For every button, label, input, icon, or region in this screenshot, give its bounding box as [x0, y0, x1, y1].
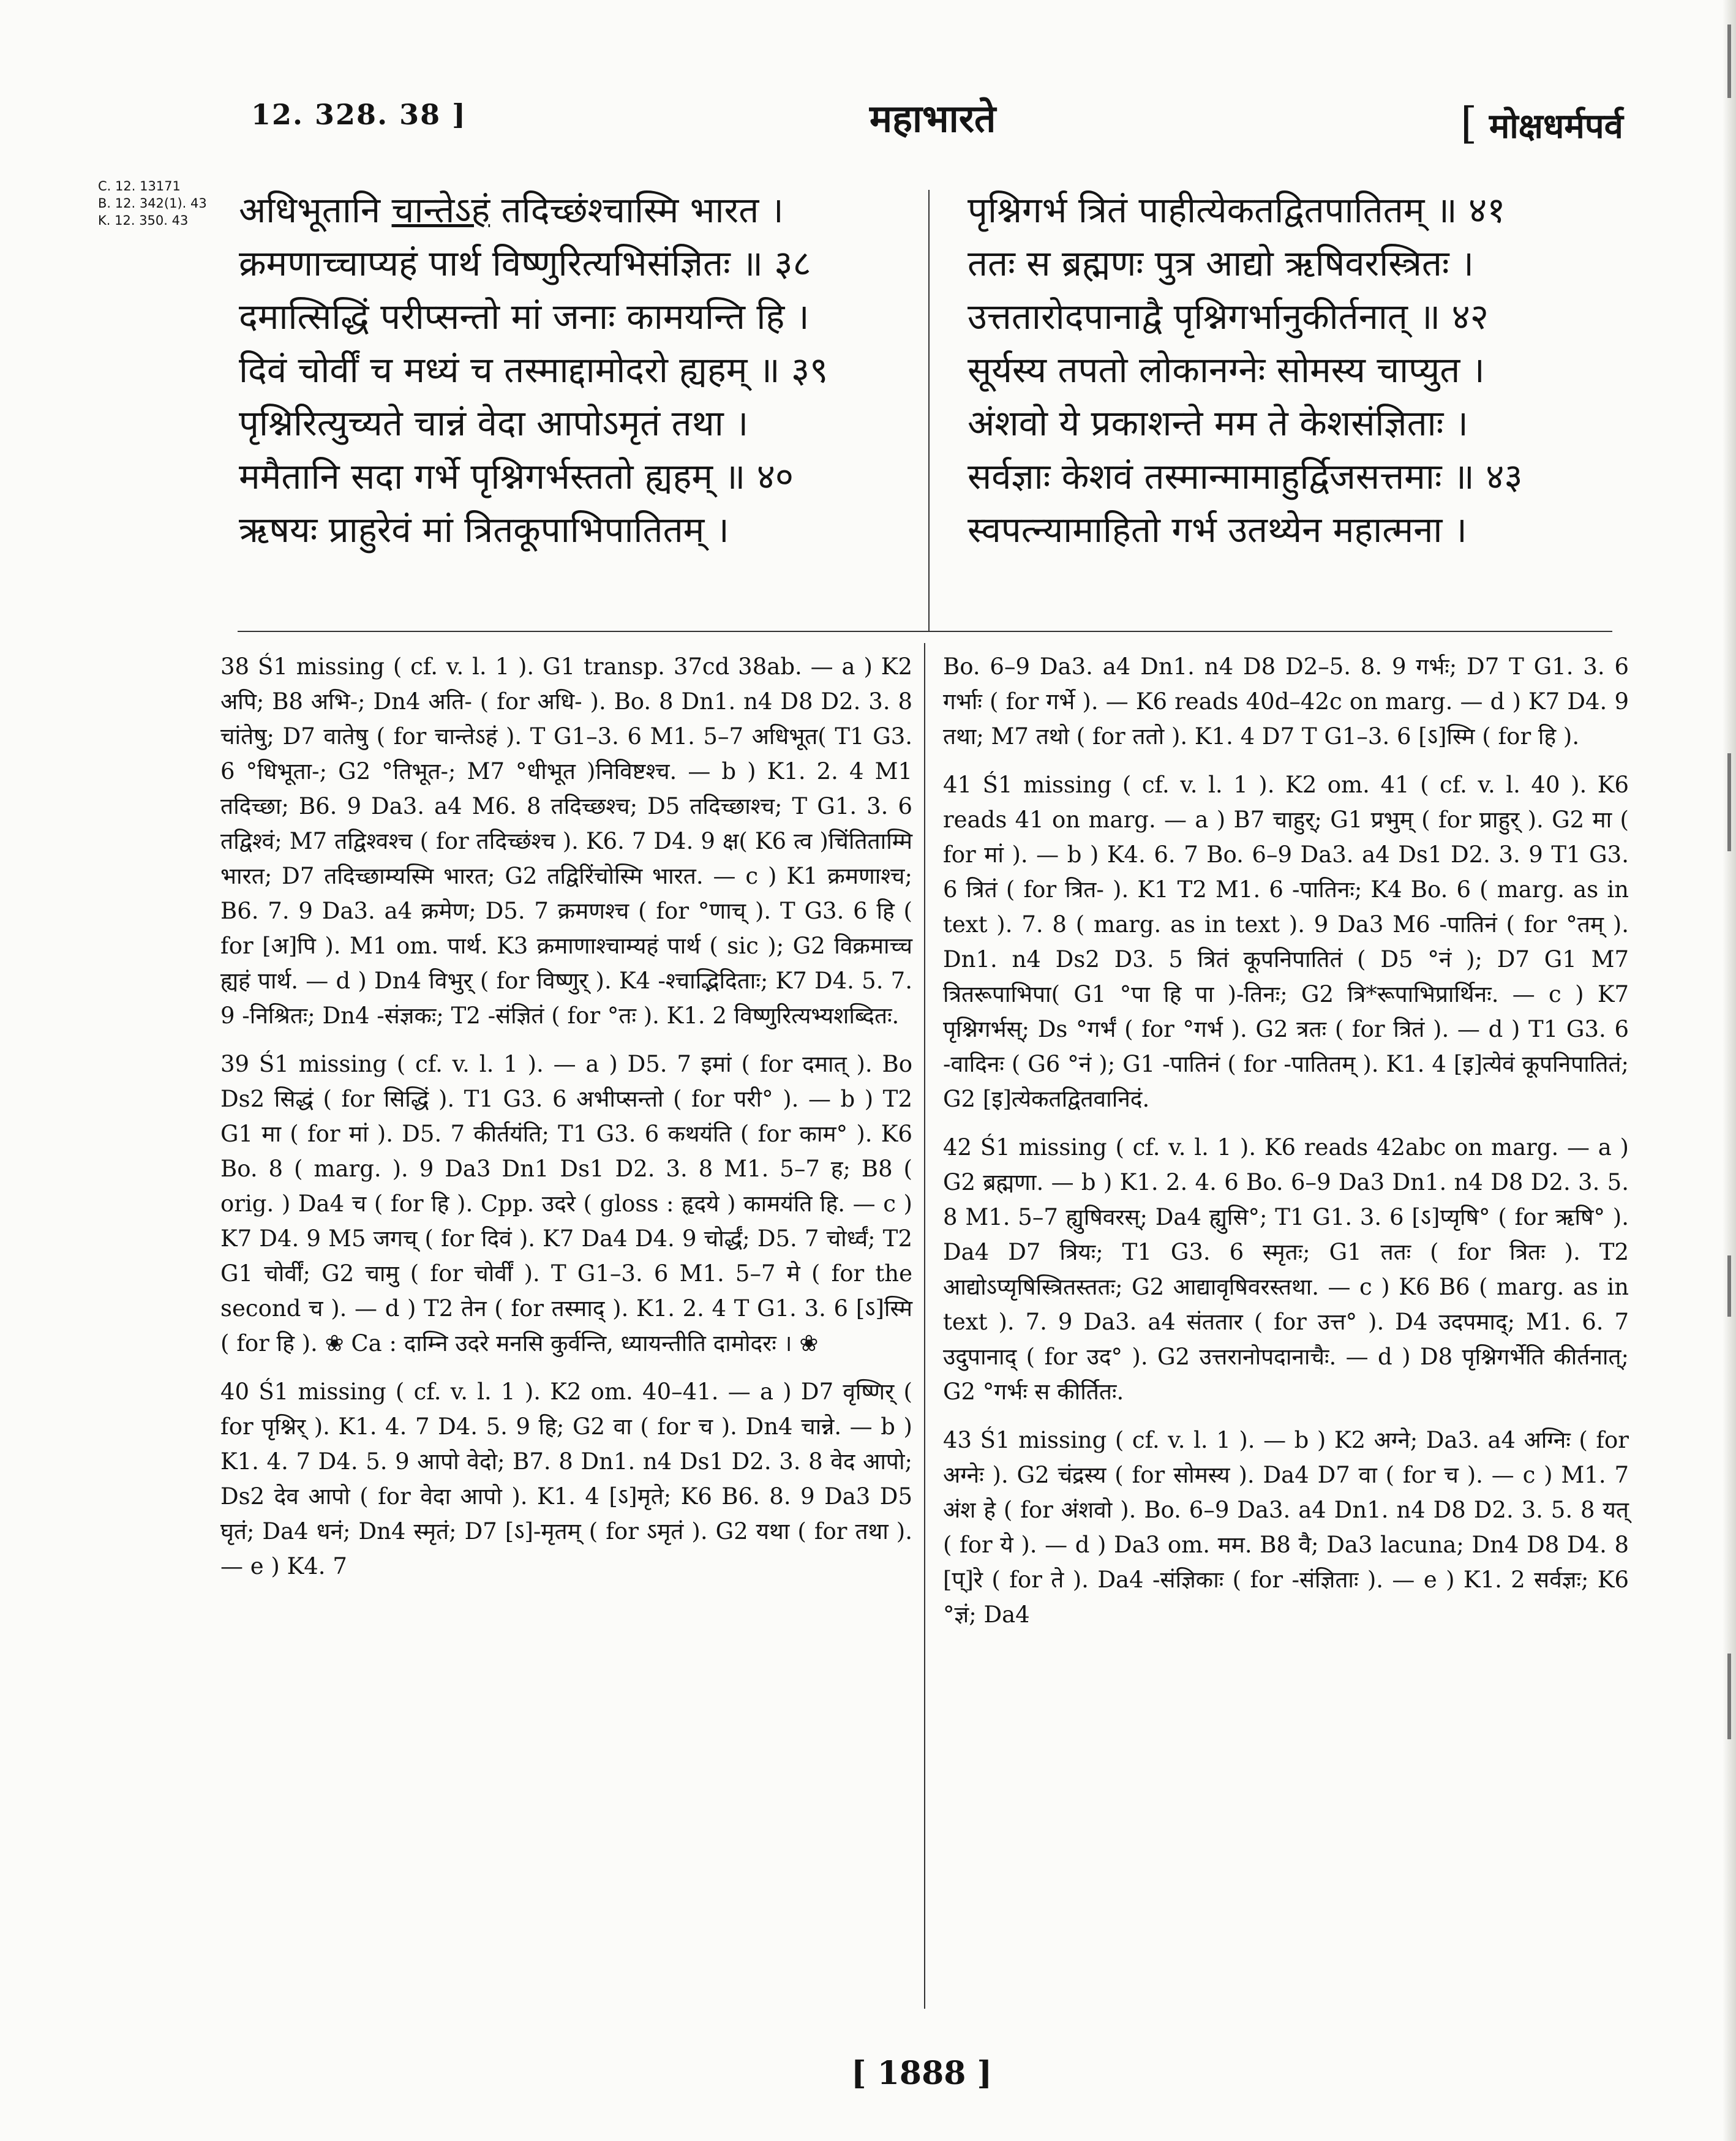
apparatus-note: 38 Ś1 missing ( cf. v. l. 1 ). G1 transp. 37cd 38ab. — a ) K2 अपि; B8 अभि-; Dn4 अति- ( for अधि- ). Bo. 8 Dn1. n4 D8 D2. 3. 8 चांतेषु; D7 वातेषु ( for चान्तेऽहं ). T G1–3. 6 M1. 5–7 अधिभूत( T1 G3. 6 °धिभूता-; G2 °तिभूत-; M7 °धीभूत )निविष्टश्च. — b ) K1. 2. 4 M1 तदिच्छा; B6. 9 Da3. a4 M6. 8 तदिच्छश्च; D5 तदिच्छाश्च; T G1. 3. 6 तद्विश्वं; M7 तद्विश्वश्च ( for तदिच्छंश्च ). K6. 7 D4. 9 क्ष( K6 त्व )चिंतिताम्मि भारत; D7 तदिच्छाम्यस्मि भारत; G2 तद्विरिंचोस्मि भारत. — c ) K1 क्रमणाश्च; B6. 7. 9 Da3. a4 क्रमेण; D5. 7 क्रमणश्च ( for °णाच् ). T G3. 6 हि ( for [अ]पि ). M1 om. पार्थ. K3 क्रमाणाश्चाम्यहं पार्थ ( sic ); G2 विक्रमाच्च ह्यहं पार्थ. — d ) Dn4 विभुर् ( for विष्णुर् ). K4 -श्चाद्भिदिताः; K7 D4. 5. 7. 9 -निश्रितः; Dn4 -संज्ञकः; T2 -संज्ञितं ( for °तः ). K1. 2 विष्णुरित्यभ्यशब्दितः.: [220, 653, 912, 1029]
verse-column-divider: [928, 190, 930, 631]
verse-line: स्वपत्न्यामाहितो गर्भ उतथ्येन महात्मना ।: [968, 509, 1467, 551]
apparatus-note: 40 Ś1 missing ( cf. v. l. 1 ). K2 om. 40–41. — a ) D7 वृष्णिर् ( for पृश्निर् ). K1. 4. 7 D4. 5. 9 हि; G2 वा ( for च ). Dn4 चान्ने. — b ) K1. 4. 7 D4. 5. 9 आपो वेदो; B7. 8 Dn1. n4 Ds1 D2. 3. 8 वेद आपो; Ds2 देव आपो ( for वेदा आपो ). K1. 4 [ऽ]मृते; K6 B6. 8. 9 Da3 D5 घृतं; Da4 धनं; Dn4 स्मृतं; D7 [ऽ]-मृतम् ( for ऽमृतं ). G2 यथा ( for तथा ). — e ) K4. 7: [220, 1379, 912, 1579]
verse-line: ममैतानि सदा गर्भे पृश्निगर्भस्ततो ह्यहम् ॥ ४०: [239, 456, 794, 497]
running-title: महाभारते: [870, 96, 996, 141]
ref-calcutta: C. 12. 13171: [98, 179, 181, 194]
critical-apparatus-left: [220, 649, 912, 1597]
page-number: [ 1888 ]: [851, 2055, 993, 2092]
concordance-refs: [98, 178, 207, 229]
verse-line: पृश्निरित्युच्यते चान्नं वेदा आपोऽमृतं तथा ।: [239, 402, 749, 444]
underlined-word: चान्तेऽहं: [391, 189, 490, 231]
text-apparatus-divider: [238, 631, 1612, 632]
verse-reference-header: 12. 328. 38 ]: [251, 98, 467, 131]
ref-bombay: B. 12. 342(1). 43: [98, 196, 207, 211]
verse-line: दमात्सिद्धिं परीप्सन्तो मां जनाः कामयन्ति हि ।: [239, 296, 810, 337]
verse-line: उत्ततारोदपानाद्वै पृश्निगर्भानुकीर्तनात् ॥ ४२: [968, 296, 1489, 337]
critical-apparatus-right: [943, 649, 1629, 1646]
apparatus-column-divider: [924, 643, 925, 2009]
verse-line: दिवं चोर्वीं च मध्यं च तस्माद्दामोदरो ह्यहम् ॥ ३९: [239, 349, 829, 391]
verse-line: ऋषयः प्राहुरेवं मां त्रितकूपाभिपातितम् ।: [239, 509, 729, 551]
scan-edge-mark: [1727, 1654, 1731, 1739]
section-title: [1460, 98, 1623, 148]
verse-column-left: [239, 184, 828, 557]
scan-edge-mark: [1727, 1255, 1731, 1317]
apparatus-note: Bo. 6–9 Da3. a4 Dn1. n4 D8 D2–5. 8. 9 गर्भः; D7 T G1. 3. 6 गर्भाः ( for गर्भे ). — K6 reads 40d–42c on marg. — d ) K7 D4. 9 तथा; M7 तथो ( for ततो ). K1. 4 D7 T G1–3. 6 [ऽ]स्मि ( for हि ).: [943, 653, 1629, 750]
open-bracket: [: [1460, 98, 1478, 148]
apparatus-note: 43 Ś1 missing ( cf. v. l. 1 ). — b ) K2 अग्ने; Da3. a4 अग्निः ( for अग्नेः ). G2 चंद्रस्य ( for सोमस्य ). Da4 D7 वा ( for च ). — c ) M1. 7 अंश हे ( for अंशवो ). Bo. 6–9 Da3. a4 Dn1. n4 D8 D2. 3. 5. 8 यत् ( for ये ). — d ) Da3 om. मम. B8 वै; Da3 lacuna; Dn4 D8 D4. 8 [प्]रे ( for ते ). Da4 -संज्ञिकाः ( for -संज्ञिताः ). — e ) K1. 2 सर्वज्ञः; K6 °ज्ञं; Da4: [943, 1427, 1629, 1628]
verse-column-right: [968, 184, 1523, 557]
verse-line: सर्वज्ञाः केशवं तस्मान्मामाहुर्द्विजसत्तमाः ॥ ४३: [968, 456, 1523, 497]
verse-line: पृश्निगर्भ त्रितं पाहीत्येकतद्वितपातितम् ॥ ४१: [968, 189, 1506, 231]
verse-line: अधिभूतानि चान्तेऽहं तदिच्छंश्चास्मि भारत ।: [239, 189, 784, 231]
scan-edge-mark: [1727, 753, 1731, 851]
verse-line: क्रमणाच्चाप्यहं पार्थ विष्णुरित्यभिसंज्ञितः ॥ ३८: [239, 243, 811, 284]
verse-line: ततः स ब्रह्मणः पुत्र आद्यो ऋषिवरस्त्रितः ।: [968, 243, 1475, 284]
ref-kumbakonam: K. 12. 350. 43: [98, 213, 189, 228]
apparatus-note: 41 Ś1 missing ( cf. v. l. 1 ). K2 om. 41 ( cf. v. l. 40 ). K6 reads 41 on marg. — a ) B7 चाहुर्; G1 प्रभुम् ( for प्राहुर् ). G2 मा ( for मां ). — b ) K4. 6. 7 Bo. 6–9 Da3. a4 Ds1 D2. 3. 9 T1 G3. 6 त्रितं ( for त्रित- ). K1 T2 M1. 6 -पातिनः; K4 Bo. 6 ( marg. as in text ). 7. 8 ( marg. as in text ). 9 Da3 M6 -पातिनं ( for °तम् ). Dn1. n4 Ds2 D3. 5 त्रितं कूपनिपातितं ( D5 °नं ); D7 G1 M7 त्रितरूपाभिपा( G1 °पा हि पा )-तिनः; G2 त्रि*रूपाभिप्रार्थिनः. — c ) K7 पृश्निगर्भस्; Ds °गर्भं ( for °गर्भ ). G2 त्रतः ( for त्रितं ). — d ) T1 G3. 6 -वादिनः ( G6 °नं ); G1 -पातिनं ( for -पातितम् ). K1. 4 [इ]त्येवं कूपनिपातितं; G2 [इ]त्येकतद्वितवानिदं.: [943, 772, 1629, 1112]
section-title-text: मोक्षधर्मपर्व: [1489, 106, 1623, 146]
apparatus-note: 39 Ś1 missing ( cf. v. l. 1 ). — a ) D5. 7 इमां ( for दमात् ). Bo Ds2 सिद्धं ( for सिद्धिं ). T1 G3. 6 अभीप्सन्तो ( for परी° ). — b ) T2 G1 मा ( for मां ). D5. 7 कीर्तयंति; T1 G3. 6 कथयंति ( for काम° ). K6 Bo. 8 ( marg. ). 9 Da3 Dn1 Ds1 D2. 3. 8 M1. 5–7 ह; B8 ( orig. ) Da4 च ( for हि ). Cpp. उदरे ( gloss : हृदये ) कामयंति हि. — c ) K7 D4. 9 M5 जगच् ( for दिवं ). K7 Da4 D4. 9 चोर्द्धं; D5. 7 चोर्ध्वं; T2 G1 चोर्वीं; G2 चामु ( for चोर्वीं ). T G1–3. 6 M1. 5–7 मे ( for the second च ). — d ) T2 तेन ( for तस्माद् ). K1. 2. 4 T G1. 3. 6 [ऽ]स्मि ( for हि ). ❀ Ca : दाम्नि उदरे मनसि कुर्वन्ति, ध्यायन्तीति दामोदरः । ❀: [220, 1051, 912, 1356]
verse-line: अंशवो ये प्रकाशन्ते मम ते केशसंज्ञिताः ।: [968, 402, 1468, 444]
verse-line: सूर्यस्य तपतो लोकानग्नेः सोमस्य चाप्युत ।: [968, 349, 1485, 391]
scan-page-edge: [1723, 0, 1736, 2141]
scan-edge-mark: [1727, 24, 1731, 98]
apparatus-note: 42 Ś1 missing ( cf. v. l. 1 ). K6 reads 42abc on marg. — a ) G2 ब्रह्मणा. — b ) K1. 2. 4. 6 Bo. 6–9 Da3 Dn1. n4 D8 D2. 3. 5. 8 M1. 5–7 ह्युषिवरस्; Da4 ह्युसि°; T1 G1. 3. 6 [ऽ]प्यृषि° ( for ऋषि° ). Da4 D7 त्रियः; T1 G3. 6 स्मृतः; G1 ततः ( for त्रितः ). T2 आद्योऽप्यृषिस्त्रितस्ततः; G2 आद्यावृषिवरस्तथा. — c ) K6 B6 ( marg. as in text ). 7. 9 Da3. a4 संततार ( for उत्त° ). D4 उदपमाद्; M1. 6. 7 उदुपानाद् ( for उद° ). G2 उत्तरानोपदानाचैः. — d ) D8 पृश्निगर्भेति कीर्तनात्; G2 °गर्भः स कीर्तितः.: [943, 1134, 1629, 1405]
